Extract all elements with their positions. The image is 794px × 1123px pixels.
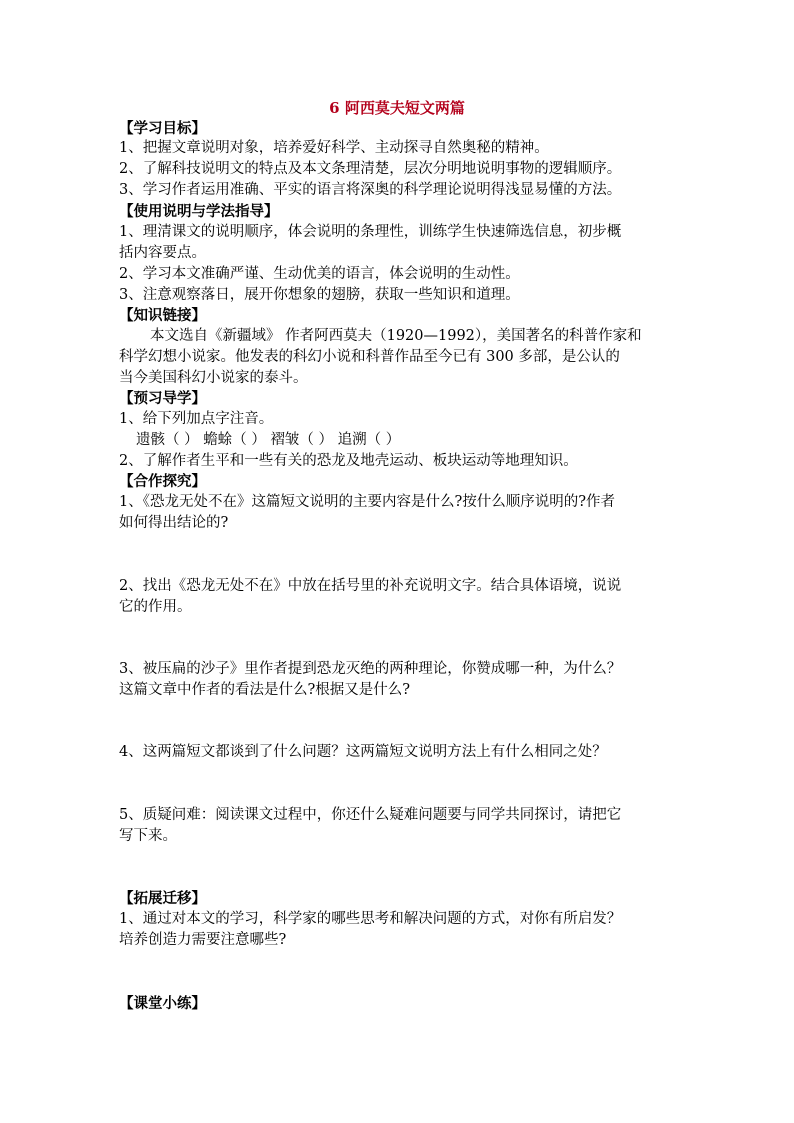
question-5-line: 写下来。 — [119, 828, 177, 844]
section-heading-goals: 【学习目标】 — [119, 120, 206, 137]
section-heading-preview: 【预习导学】 — [119, 390, 206, 407]
guide-line: 括内容要点。 — [119, 245, 206, 261]
question-1-line: 如何得出结论的? — [119, 515, 229, 531]
question-1-line: 1、《恐龙无处不在》这篇短文说明的主要内容是什么?按什么顺序说明的?作者 — [119, 494, 616, 510]
preview-item: 2、了解作者生平和一些有关的恐龙及地壳运动、板块运动等地理知识。 — [119, 453, 578, 469]
question-5-line: 5、质疑问难：阅读课文过程中，你还什么疑难问题要与同学共同探讨，请把它 — [119, 807, 622, 823]
question-3-line: 3、被压扁的沙子》里作者提到恐龙灭绝的两种理论，你赞成哪一种，为什么？ — [119, 661, 622, 677]
question-2-line: 它的作用。 — [119, 599, 192, 615]
section-heading-knowledge: 【知识链接】 — [119, 307, 206, 324]
question-3-line: 这篇文章中作者的看法是什么?根据又是什么? — [119, 682, 411, 698]
question-2-line: 2、找出《恐龙无处不在》中放在括号里的补充说明文字。结合具体语境，说说 — [119, 578, 622, 594]
extend-question-line: 培养创造力需要注意哪些? — [119, 932, 287, 948]
pinyin-blanks: 遗骸（ ） 蟾蜍（ ） 褶皱（ ） 追溯（ ） — [136, 432, 401, 448]
knowledge-line: 科学幻想小说家。他发表的科幻小说和科普作品至今已有 300 多部，是公认的 — [119, 349, 620, 365]
goal-item: 1、把握文章说明对象，培养爱好科学、主动探寻自然奥秘的精神。 — [119, 140, 549, 156]
guide-line: 2、学习本文准确严谨、生动优美的语言，体会说明的生动性。 — [119, 266, 520, 282]
guide-line: 3、注意观察落日，展开你想象的翅膀，获取一些知识和道理。 — [119, 287, 520, 303]
question-4-line: 4、这两篇短文都谈到了什么问题？这两篇短文说明方法上有什么相同之处？ — [119, 744, 607, 760]
preview-item: 1、给下列加点字注音。 — [119, 411, 274, 427]
section-heading-extend: 【拓展迁移】 — [119, 890, 206, 907]
document-title: 6 阿西莫夫短文两篇 — [329, 99, 465, 117]
goal-item: 2、了解科技说明文的特点及本文条理清楚，层次分明地说明事物的逻辑顺序。 — [119, 161, 622, 177]
extend-question-line: 1、通过对本文的学习，科学家的哪些思考和解决问题的方式，对你有所启发？ — [119, 911, 622, 927]
goal-item: 3、学习作者运用准确、平实的语言将深奥的科学理论说明得浅显易懂的方法。 — [119, 182, 622, 198]
section-heading-practice: 【课堂小练】 — [119, 995, 206, 1012]
knowledge-line: 当今美国科幻小说家的泰斗。 — [119, 370, 308, 386]
guide-line: 1、理清课文的说明顺序，体会说明的条理性，训练学生快速筛选信息，初步概 — [119, 224, 622, 240]
knowledge-line: 本文选自《新疆域》 作者阿西莫夫（1920—1992），美国著名的科普作家和 — [150, 328, 642, 344]
section-heading-guide: 【使用说明与学法指导】 — [119, 203, 279, 220]
section-heading-explore: 【合作探究】 — [119, 473, 206, 490]
